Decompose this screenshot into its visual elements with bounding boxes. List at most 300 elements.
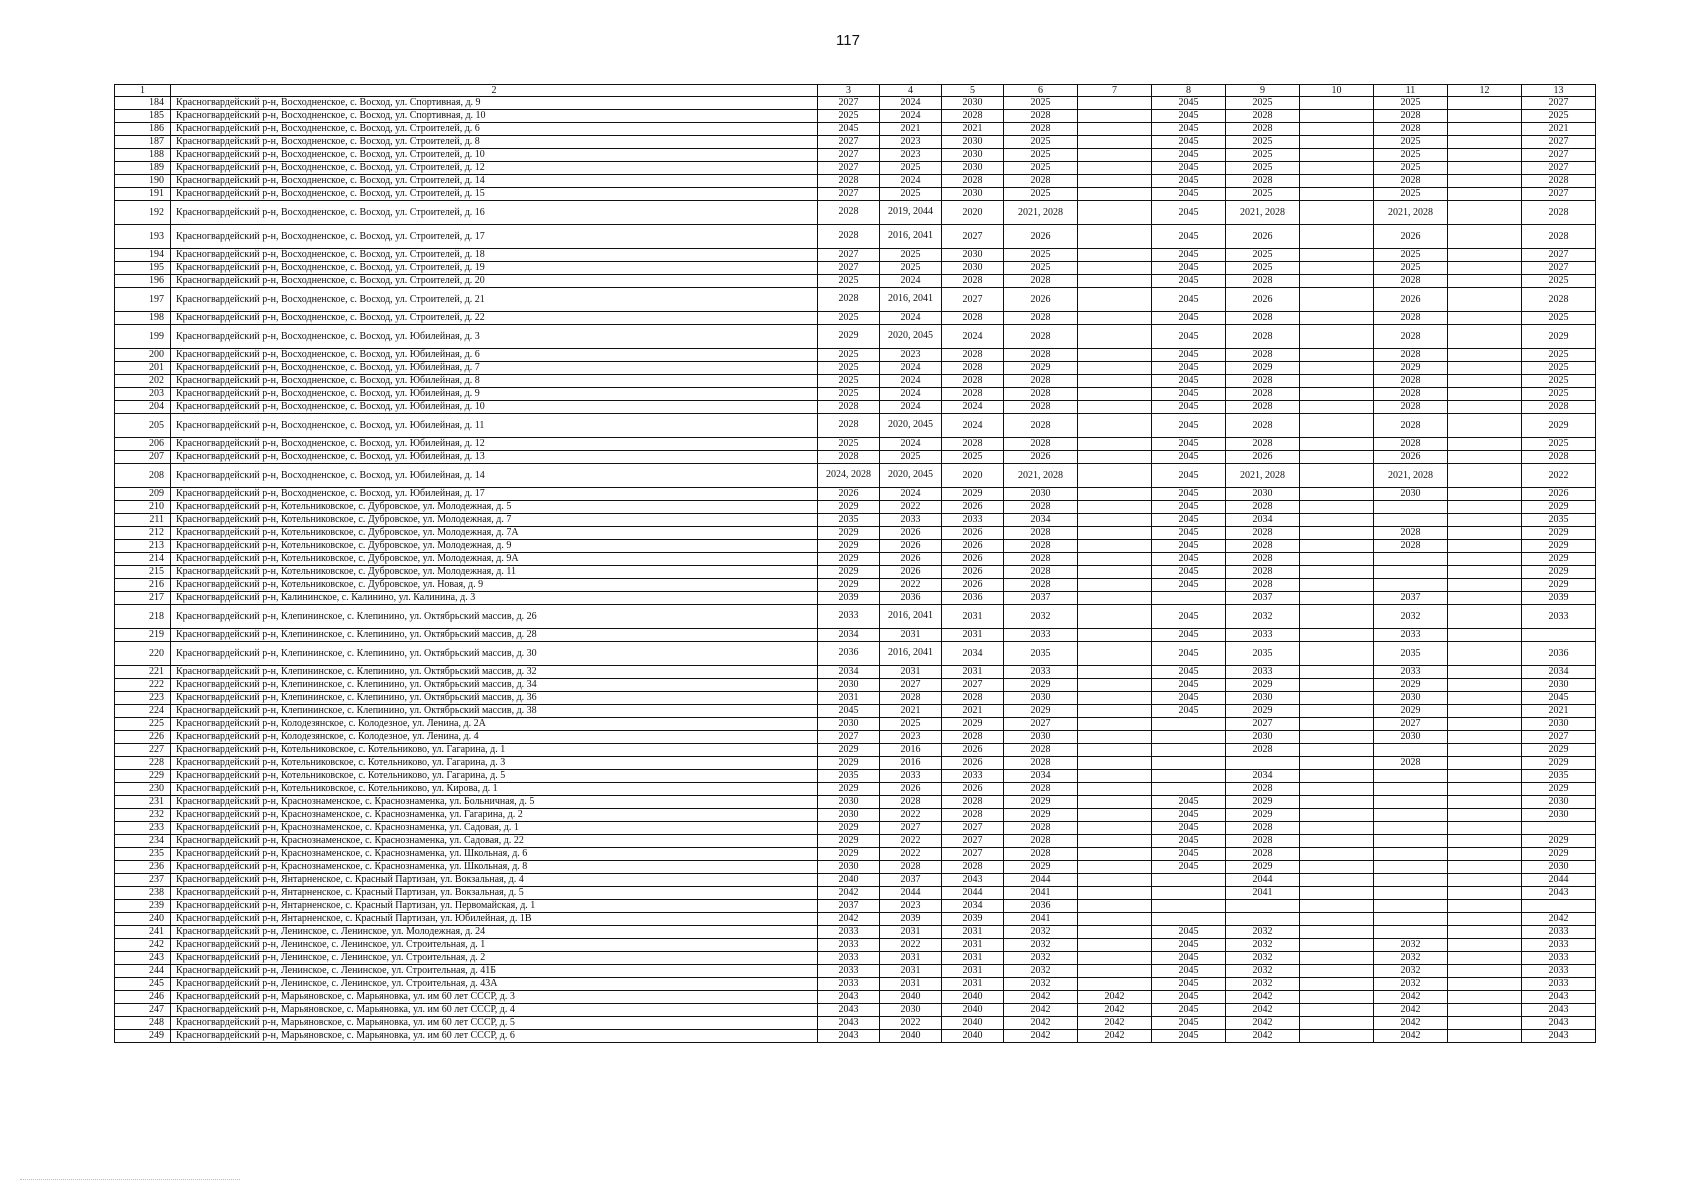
address-cell: Красногвардейский р-н, Восходненское, с. Восход, ул. Строителей, д. 21 (171, 288, 818, 312)
col-12-cell (1448, 770, 1522, 783)
col-10-cell (1300, 579, 1374, 592)
col-6-cell: 2042 (1004, 991, 1078, 1004)
col-8-cell: 2045 (1152, 362, 1226, 375)
col-8-cell (1152, 757, 1226, 770)
row-number-cell: 230 (115, 783, 171, 796)
col-13-cell: 2030 (1522, 861, 1596, 874)
col-13-cell: 2025 (1522, 275, 1596, 288)
col-4-cell: 2028 (880, 861, 942, 874)
row-number-cell: 222 (115, 679, 171, 692)
row-number-cell: 237 (115, 874, 171, 887)
row-number-cell: 227 (115, 744, 171, 757)
col-7-cell (1078, 939, 1152, 952)
col-4-cell: 2016 (880, 757, 942, 770)
address-cell: Красногвардейский р-н, Янтарненское, с. Красный Партизан, ул. Вокзальная, д. 5 (171, 887, 818, 900)
col-3-cell: 2034 (818, 629, 880, 642)
col-11-cell: 2025 (1374, 188, 1448, 201)
address-cell: Красногвардейский р-н, Ленинское, с. Ленинское, ул. Строительная, д. 1 (171, 939, 818, 952)
col-5-cell: 2025 (942, 451, 1004, 464)
table-row (115, 553, 1596, 566)
col-5-cell: 2030 (942, 97, 1004, 110)
col-11-cell: 2028 (1374, 275, 1448, 288)
address-cell: Красногвардейский р-н, Восходненское, с. Восход, ул. Строителей, д. 15 (171, 188, 818, 201)
col-7-cell (1078, 666, 1152, 679)
row-number-cell: 234 (115, 835, 171, 848)
col-4-cell: 2025 (880, 188, 942, 201)
col-13-cell: 2029 (1522, 501, 1596, 514)
address-cell: Красногвардейский р-н, Восходненское, с. Восход, ул. Строителей, д. 18 (171, 249, 818, 262)
col-6-cell: 2028 (1004, 553, 1078, 566)
col-9-cell: 2028 (1226, 401, 1300, 414)
address-cell: Красногвардейский р-н, Восходненское, с. Восход, ул. Юбилейная, д. 13 (171, 451, 818, 464)
col-8-cell: 2045 (1152, 822, 1226, 835)
col-3-cell: 2028 (818, 175, 880, 188)
col-13-cell: 2043 (1522, 1030, 1596, 1043)
col-10-cell (1300, 488, 1374, 501)
col-8-cell: 2045 (1152, 514, 1226, 527)
col-8-cell: 2045 (1152, 848, 1226, 861)
col-10-cell (1300, 770, 1374, 783)
col-5-cell: 2027 (942, 679, 1004, 692)
col-5-cell: 2026 (942, 501, 1004, 514)
row-number-cell: 235 (115, 848, 171, 861)
page-number: 117 (836, 32, 860, 49)
col-3-cell: 2030 (818, 718, 880, 731)
col-3-cell: 2028 (818, 225, 880, 249)
col-5-cell: 2028 (942, 175, 1004, 188)
row-number-cell: 228 (115, 757, 171, 770)
col-8-cell: 2045 (1152, 835, 1226, 848)
col-13-cell: 2025 (1522, 362, 1596, 375)
col-7-cell (1078, 325, 1152, 349)
col-10-cell (1300, 349, 1374, 362)
col-9-cell: 2028 (1226, 375, 1300, 388)
address-cell: Красногвардейский р-н, Восходненское, с. Восход, ул. Строителей, д. 16 (171, 201, 818, 225)
col-10-cell (1300, 757, 1374, 770)
row-number-cell: 220 (115, 642, 171, 666)
address-cell: Красногвардейский р-н, Ленинское, с. Ленинское, ул. Молодежная, д. 24 (171, 926, 818, 939)
table-row (115, 488, 1596, 501)
row-number-cell: 203 (115, 388, 171, 401)
table-row (115, 514, 1596, 527)
col-3-cell: 2029 (818, 757, 880, 770)
col-8-cell: 2045 (1152, 796, 1226, 809)
col-8-cell: 2045 (1152, 464, 1226, 488)
col-11-cell: 2042 (1374, 1030, 1448, 1043)
col-5-cell: 2031 (942, 666, 1004, 679)
col-10-cell (1300, 731, 1374, 744)
address-cell: Красногвардейский р-н, Восходненское, с. Восход, ул. Строителей, д. 17 (171, 225, 818, 249)
col-13-cell: 2029 (1522, 566, 1596, 579)
col-12-cell (1448, 451, 1522, 464)
col-8-cell: 2045 (1152, 414, 1226, 438)
table-row (115, 464, 1596, 488)
row-number-cell: 193 (115, 225, 171, 249)
col-6-cell: 2026 (1004, 225, 1078, 249)
address-cell: Красногвардейский р-н, Котельниковское, с. Дубровское, ул. Молодежная, д. 9А (171, 553, 818, 566)
col-8-cell: 2045 (1152, 325, 1226, 349)
col-8-cell: 2045 (1152, 349, 1226, 362)
col-10-cell (1300, 149, 1374, 162)
row-number-cell: 231 (115, 796, 171, 809)
col-6-cell: 2025 (1004, 262, 1078, 275)
col-3-cell: 2029 (818, 783, 880, 796)
col-9-cell: 2028 (1226, 123, 1300, 136)
col-11-cell: 2028 (1374, 540, 1448, 553)
col-10-cell (1300, 592, 1374, 605)
table-row (115, 666, 1596, 679)
col-7-cell (1078, 705, 1152, 718)
col-7-cell (1078, 783, 1152, 796)
table-row (115, 952, 1596, 965)
col-4-cell: 2026 (880, 540, 942, 553)
col-3-cell: 2026 (818, 488, 880, 501)
col-9-cell: 2025 (1226, 162, 1300, 175)
column-header: 12 (1448, 85, 1522, 97)
col-5-cell: 2026 (942, 783, 1004, 796)
col-10-cell (1300, 175, 1374, 188)
col-9-cell: 2028 (1226, 312, 1300, 325)
col-4-cell: 2044 (880, 887, 942, 900)
col-8-cell: 2045 (1152, 978, 1226, 991)
col-6-cell: 2028 (1004, 123, 1078, 136)
table-row (115, 1017, 1596, 1030)
column-header: 7 (1078, 85, 1152, 97)
col-13-cell: 2022 (1522, 464, 1596, 488)
table-row (115, 362, 1596, 375)
col-12-cell (1448, 874, 1522, 887)
address-cell: Красногвардейский р-н, Восходненское, с. Восход, ул. Юбилейная, д. 10 (171, 401, 818, 414)
col-4-cell: 2031 (880, 926, 942, 939)
col-12-cell (1448, 325, 1522, 349)
col-9-cell: 2028 (1226, 325, 1300, 349)
row-number-cell: 188 (115, 149, 171, 162)
col-3-cell: 2035 (818, 770, 880, 783)
col-9-cell: 2025 (1226, 97, 1300, 110)
col-10-cell (1300, 744, 1374, 757)
row-number-cell: 244 (115, 965, 171, 978)
col-9-cell: 2041 (1226, 887, 1300, 900)
col-10-cell (1300, 312, 1374, 325)
col-3-cell: 2029 (818, 553, 880, 566)
col-8-cell: 2045 (1152, 375, 1226, 388)
col-11-cell (1374, 566, 1448, 579)
col-7-cell (1078, 861, 1152, 874)
col-3-cell: 2033 (818, 978, 880, 991)
col-9-cell: 2034 (1226, 514, 1300, 527)
col-10-cell (1300, 900, 1374, 913)
col-11-cell (1374, 796, 1448, 809)
col-11-cell: 2032 (1374, 605, 1448, 629)
col-5-cell: 2043 (942, 874, 1004, 887)
col-10-cell (1300, 991, 1374, 1004)
address-cell: Красногвардейский р-н, Янтарненское, с. Красный Партизан, ул. Первомайская, д. 1 (171, 900, 818, 913)
col-13-cell: 2027 (1522, 97, 1596, 110)
col-12-cell (1448, 275, 1522, 288)
address-cell: Красногвардейский р-н, Восходненское, с. Восход, ул. Юбилейная, д. 17 (171, 488, 818, 501)
address-cell: Красногвардейский р-н, Колодезянское, с. Колодезное, ул. Ленина, д. 4 (171, 731, 818, 744)
col-6-cell: 2028 (1004, 501, 1078, 514)
col-8-cell: 2045 (1152, 149, 1226, 162)
address-cell: Красногвардейский р-н, Котельниковское, с. Котельниково, ул. Гагарина, д. 3 (171, 757, 818, 770)
col-12-cell (1448, 835, 1522, 848)
col-6-cell: 2028 (1004, 579, 1078, 592)
col-6-cell: 2032 (1004, 926, 1078, 939)
col-3-cell: 2033 (818, 952, 880, 965)
col-9-cell: 2042 (1226, 991, 1300, 1004)
col-10-cell (1300, 123, 1374, 136)
address-cell: Красногвардейский р-н, Марьяновское, с. Марьяновка, ул. им 60 лет СССР, д. 6 (171, 1030, 818, 1043)
row-number-cell: 201 (115, 362, 171, 375)
col-3-cell: 2030 (818, 809, 880, 822)
col-11-cell: 2028 (1374, 388, 1448, 401)
col-5-cell: 2040 (942, 1017, 1004, 1030)
col-10-cell (1300, 375, 1374, 388)
col-8-cell: 2045 (1152, 527, 1226, 540)
col-4-cell: 2022 (880, 835, 942, 848)
address-cell: Красногвардейский р-н, Котельниковское, с. Дубровское, ул. Молодежная, д. 9 (171, 540, 818, 553)
col-4-cell: 2040 (880, 1030, 942, 1043)
col-6-cell: 2033 (1004, 629, 1078, 642)
col-9-cell: 2021, 2028 (1226, 464, 1300, 488)
col-6-cell: 2042 (1004, 1004, 1078, 1017)
col-4-cell: 2025 (880, 262, 942, 275)
address-cell: Красногвардейский р-н, Ленинское, с. Ленинское, ул. Строительная, д. 41Б (171, 965, 818, 978)
col-6-cell: 2028 (1004, 835, 1078, 848)
col-3-cell: 2030 (818, 796, 880, 809)
col-8-cell: 2045 (1152, 679, 1226, 692)
col-10-cell (1300, 796, 1374, 809)
col-13-cell: 2027 (1522, 188, 1596, 201)
table-row (115, 731, 1596, 744)
col-7-cell (1078, 692, 1152, 705)
col-13-cell: 2033 (1522, 605, 1596, 629)
address-cell: Красногвардейский р-н, Восходненское, с. Восход, ул. Строителей, д. 20 (171, 275, 818, 288)
col-11-cell: 2025 (1374, 162, 1448, 175)
col-7-cell (1078, 527, 1152, 540)
row-number-cell: 211 (115, 514, 171, 527)
table-row (115, 579, 1596, 592)
column-header: 13 (1522, 85, 1596, 97)
col-7-cell (1078, 312, 1152, 325)
col-7-cell (1078, 642, 1152, 666)
col-3-cell: 2045 (818, 705, 880, 718)
col-13-cell: 2025 (1522, 312, 1596, 325)
row-number-cell: 206 (115, 438, 171, 451)
col-4-cell: 2024 (880, 438, 942, 451)
col-4-cell: 2016, 2041 (880, 642, 942, 666)
col-11-cell: 2028 (1374, 414, 1448, 438)
col-4-cell: 2040 (880, 991, 942, 1004)
col-5-cell: 2020 (942, 464, 1004, 488)
col-10-cell (1300, 401, 1374, 414)
col-8-cell: 2045 (1152, 275, 1226, 288)
col-12-cell (1448, 629, 1522, 642)
address-cell: Красногвардейский р-н, Клепининское, с. Клепинино, ул. Октябрьский массив, д. 28 (171, 629, 818, 642)
col-10-cell (1300, 783, 1374, 796)
col-13-cell: 2028 (1522, 451, 1596, 464)
col-3-cell: 2042 (818, 887, 880, 900)
col-8-cell: 2045 (1152, 451, 1226, 464)
address-cell: Красногвардейский р-н, Восходненское, с. Восход, ул. Юбилейная, д. 14 (171, 464, 818, 488)
col-4-cell: 2022 (880, 579, 942, 592)
col-3-cell: 2033 (818, 605, 880, 629)
col-7-cell (1078, 718, 1152, 731)
col-6-cell: 2028 (1004, 110, 1078, 123)
col-13-cell: 2028 (1522, 288, 1596, 312)
col-13-cell: 2026 (1522, 488, 1596, 501)
col-5-cell: 2031 (942, 629, 1004, 642)
col-4-cell: 2028 (880, 796, 942, 809)
col-12-cell (1448, 262, 1522, 275)
col-4-cell: 2024 (880, 362, 942, 375)
col-8-cell: 2045 (1152, 952, 1226, 965)
col-6-cell: 2029 (1004, 679, 1078, 692)
col-12-cell (1448, 642, 1522, 666)
col-12-cell (1448, 375, 1522, 388)
col-7-cell: 2042 (1078, 1017, 1152, 1030)
col-4-cell: 2026 (880, 566, 942, 579)
table-row (115, 757, 1596, 770)
col-11-cell: 2028 (1374, 349, 1448, 362)
col-7-cell (1078, 175, 1152, 188)
col-13-cell: 2034 (1522, 666, 1596, 679)
col-7-cell (1078, 288, 1152, 312)
col-12-cell (1448, 514, 1522, 527)
table-row (115, 861, 1596, 874)
col-6-cell: 2037 (1004, 592, 1078, 605)
col-11-cell (1374, 887, 1448, 900)
col-12-cell (1448, 783, 1522, 796)
col-9-cell: 2028 (1226, 414, 1300, 438)
row-number-cell: 242 (115, 939, 171, 952)
table-row (115, 388, 1596, 401)
col-6-cell: 2025 (1004, 188, 1078, 201)
col-3-cell: 2039 (818, 592, 880, 605)
col-3-cell: 2028 (818, 201, 880, 225)
col-11-cell: 2021, 2028 (1374, 464, 1448, 488)
col-4-cell: 2016, 2041 (880, 605, 942, 629)
col-5-cell: 2027 (942, 822, 1004, 835)
col-10-cell (1300, 225, 1374, 249)
address-cell: Красногвардейский р-н, Восходненское, с. Восход, ул. Строителей, д. 12 (171, 162, 818, 175)
col-10-cell (1300, 249, 1374, 262)
col-5-cell: 2033 (942, 770, 1004, 783)
col-8-cell: 2045 (1152, 225, 1226, 249)
row-number-cell: 223 (115, 692, 171, 705)
row-number-cell: 239 (115, 900, 171, 913)
col-10-cell (1300, 939, 1374, 952)
row-number-cell: 207 (115, 451, 171, 464)
col-10-cell (1300, 162, 1374, 175)
col-13-cell: 2021 (1522, 123, 1596, 136)
col-11-cell (1374, 579, 1448, 592)
table-row (115, 939, 1596, 952)
col-3-cell: 2040 (818, 874, 880, 887)
col-10-cell (1300, 97, 1374, 110)
col-9-cell: 2028 (1226, 527, 1300, 540)
col-11-cell: 2035 (1374, 642, 1448, 666)
address-cell: Красногвардейский р-н, Краснознаменское, с. Краснознаменка, ул. Школьная, д. 8 (171, 861, 818, 874)
address-cell: Красногвардейский р-н, Ленинское, с. Ленинское, ул. Строительная, д. 2 (171, 952, 818, 965)
col-7-cell: 2042 (1078, 991, 1152, 1004)
col-11-cell (1374, 900, 1448, 913)
table-row (115, 110, 1596, 123)
row-number-cell: 187 (115, 136, 171, 149)
col-7-cell (1078, 629, 1152, 642)
col-9-cell: 2025 (1226, 149, 1300, 162)
col-6-cell: 2025 (1004, 149, 1078, 162)
col-4-cell: 2021 (880, 705, 942, 718)
col-9-cell: 2033 (1226, 666, 1300, 679)
col-3-cell: 2027 (818, 136, 880, 149)
col-5-cell: 2026 (942, 540, 1004, 553)
col-7-cell (1078, 822, 1152, 835)
col-6-cell: 2028 (1004, 540, 1078, 553)
row-number-cell: 233 (115, 822, 171, 835)
table-row (115, 783, 1596, 796)
col-7-cell (1078, 136, 1152, 149)
col-7-cell (1078, 757, 1152, 770)
col-13-cell: 2029 (1522, 848, 1596, 861)
col-5-cell: 2028 (942, 375, 1004, 388)
row-number-cell: 197 (115, 288, 171, 312)
table-row (115, 451, 1596, 464)
col-12-cell (1448, 349, 1522, 362)
table-row (115, 978, 1596, 991)
row-number-cell: 232 (115, 809, 171, 822)
table-row (115, 540, 1596, 553)
col-3-cell: 2045 (818, 123, 880, 136)
col-13-cell: 2028 (1522, 401, 1596, 414)
col-9-cell: 2037 (1226, 592, 1300, 605)
col-9-cell: 2026 (1226, 451, 1300, 464)
col-12-cell (1448, 123, 1522, 136)
col-9-cell (1226, 757, 1300, 770)
col-9-cell: 2042 (1226, 1017, 1300, 1030)
row-number-cell: 184 (115, 97, 171, 110)
col-12-cell (1448, 796, 1522, 809)
row-number-cell: 215 (115, 566, 171, 579)
col-7-cell (1078, 796, 1152, 809)
col-12-cell (1448, 401, 1522, 414)
col-13-cell: 2043 (1522, 887, 1596, 900)
table-row (115, 718, 1596, 731)
col-6-cell: 2032 (1004, 605, 1078, 629)
col-4-cell: 2031 (880, 952, 942, 965)
col-10-cell (1300, 438, 1374, 451)
col-8-cell: 2045 (1152, 249, 1226, 262)
col-4-cell: 2022 (880, 939, 942, 952)
col-7-cell (1078, 566, 1152, 579)
col-12-cell (1448, 249, 1522, 262)
col-4-cell: 2026 (880, 527, 942, 540)
row-number-cell: 218 (115, 605, 171, 629)
col-6-cell: 2028 (1004, 757, 1078, 770)
col-5-cell: 2028 (942, 809, 1004, 822)
col-12-cell (1448, 757, 1522, 770)
row-number-cell: 221 (115, 666, 171, 679)
col-5-cell: 2030 (942, 188, 1004, 201)
col-12-cell (1448, 692, 1522, 705)
row-number-cell: 205 (115, 414, 171, 438)
col-3-cell: 2033 (818, 926, 880, 939)
col-4-cell: 2023 (880, 136, 942, 149)
row-number-cell: 212 (115, 527, 171, 540)
col-12-cell (1448, 887, 1522, 900)
col-10-cell (1300, 718, 1374, 731)
col-12-cell (1448, 553, 1522, 566)
